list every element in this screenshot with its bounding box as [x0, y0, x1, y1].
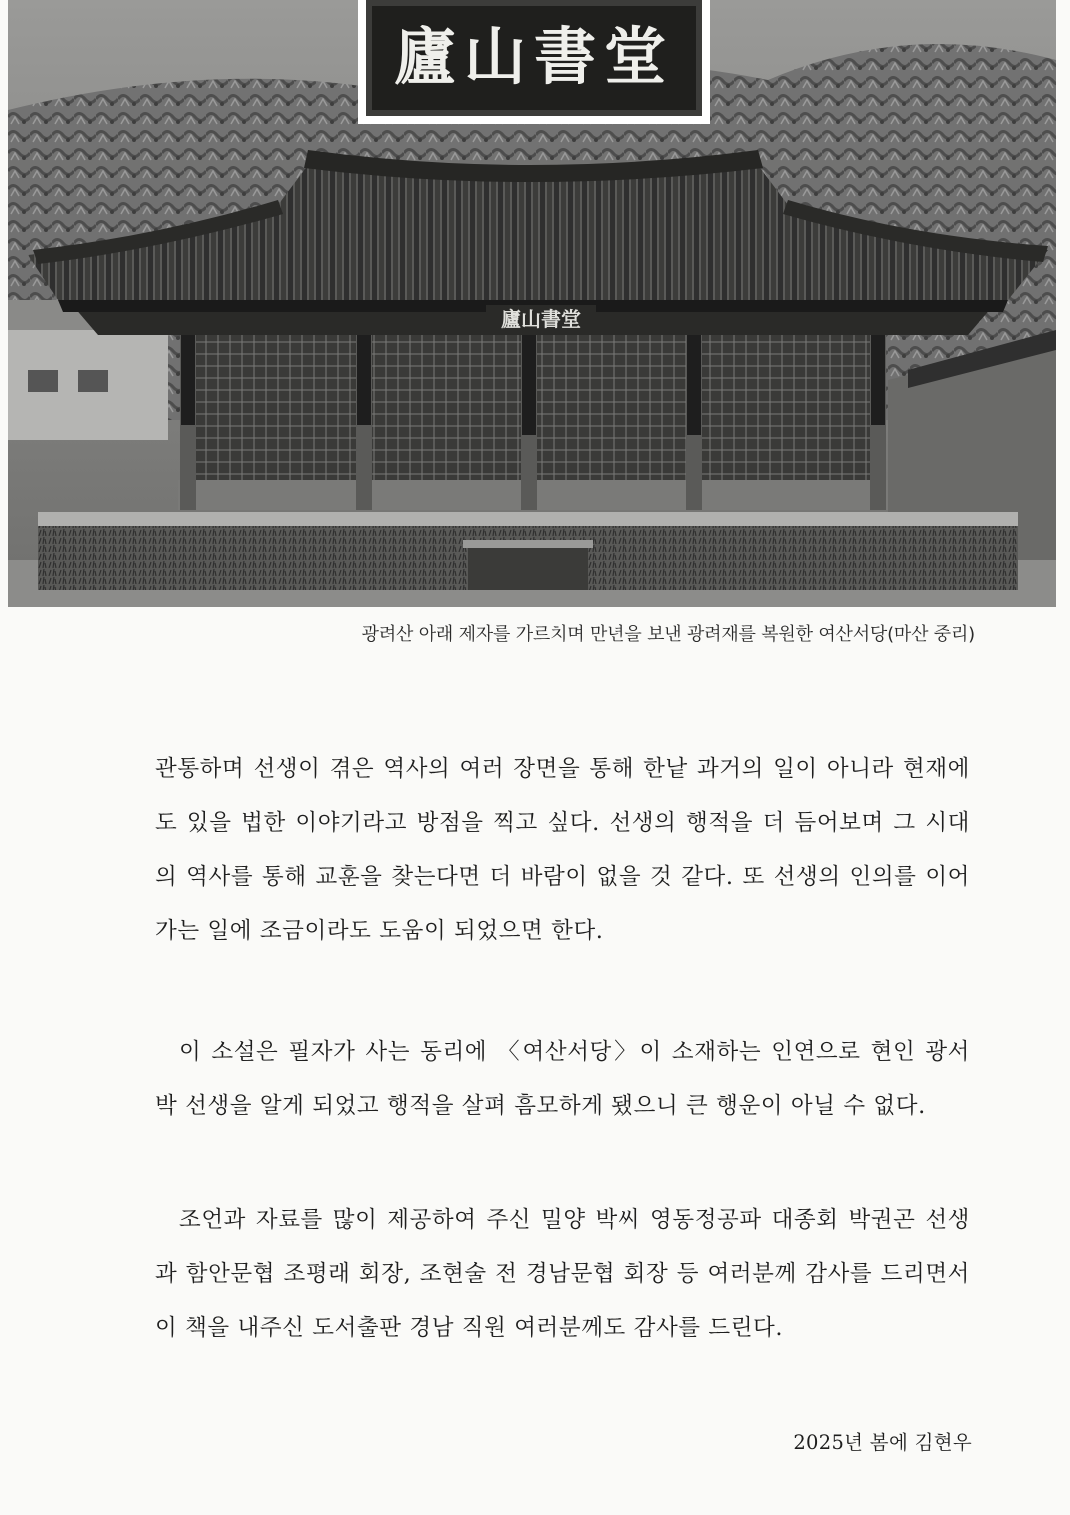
paragraph-1: 관통하며 선생이 겪은 역사의 여러 장면을 통해 한낱 과거의 일이 아니라 현재에도 있을 법한 이야기라고 방점을 찍고 싶다. 선생의 행적을 더 듬어보며 그 시대의 역사를 통해 교훈을 찾는다면 더 바람이 없을 것 같다. 또 선생의 인의를 이어가는 일에 조금이라도 도움이 되었으면 한다. — [155, 756, 970, 944]
signature: 2025년 봄에 김현우 — [793, 1431, 972, 1454]
paragraph-2: 이 소설은 필자가 사는 동리에 〈여산서당〉이 소재하는 인연으로 현인 광서 박 선생을 알게 되었고 행적을 살펴 흠모하게 됐으니 큰 행운이 아닐 수 없다. — [155, 1039, 970, 1119]
paragraph-3: 조언과 자료를 많이 제공하여 주신 밀양 박씨 영동정공파 대종회 박권곤 선생과 함안문협 조평래 회장, 조현술 전 경남문협 회장 등 여러분께 감사를 드리면서 이 책을 내주신 도서출판 경남 직원 여러분께도 감사를 드린다. — [155, 1207, 970, 1341]
inset-plaque-text: 廬山書堂 — [393, 20, 675, 93]
photo-yeosan-seodang — [8, 0, 1056, 607]
photo-caption: 광려산 아래 제자를 가르치며 만년을 보낸 광려재를 복원한 여산서당(마산 중리) — [361, 624, 975, 645]
building-plaque-text: 廬山書堂 — [501, 307, 581, 331]
